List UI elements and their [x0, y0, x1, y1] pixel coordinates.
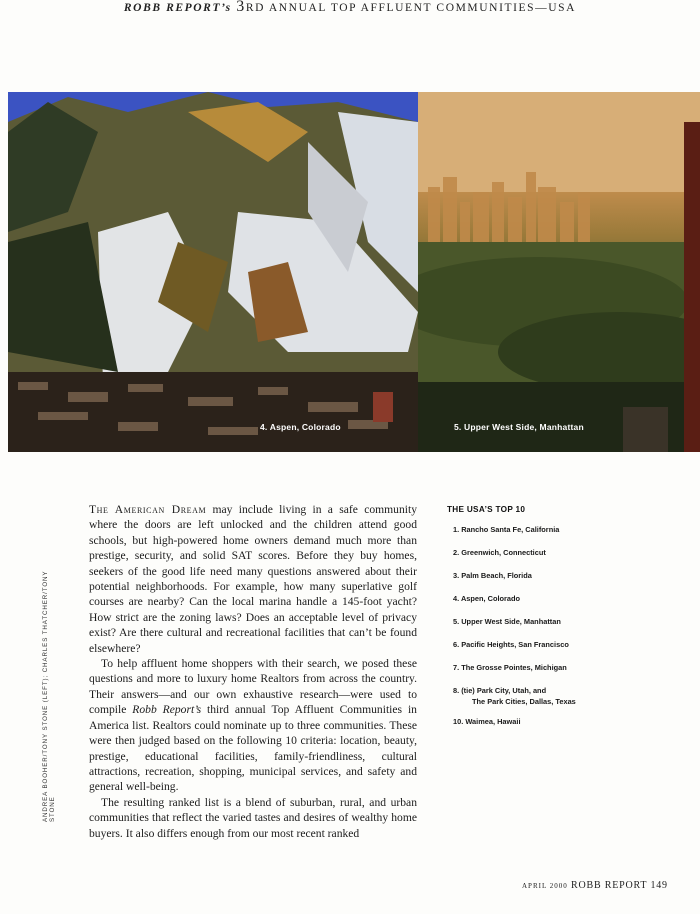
top10-item: 2. Greenwich, Connecticut	[453, 548, 546, 557]
article-p2-text-a: To help affluent home shoppers with their search, we posed these questions and more to luxury home Realtors from across the country. Their answers—and our own exhaustive research—were used to compile	[89, 657, 417, 717]
article-body	[89, 502, 417, 841]
running-header	[0, 0, 700, 15]
header-dash: —	[535, 2, 549, 14]
article-paragraph-3: The resulting ranked list is a blend of suburban, rural, and urban communities that reflect the varied tastes and desires of wealthy home buyers. It also differs enough from our most recent ranked	[89, 795, 417, 840]
photo-spread	[8, 92, 700, 452]
header-possessive: ’s	[221, 2, 232, 14]
manhattan-photo	[418, 92, 700, 452]
article-p2-text-b: third annual Top Affluent Communities in America list. Realtors could nominate up to three communities. These were then judged based on the following 10 criteria: location, beauty, prestige, educational facilities, family-friendliness, cultural attractions, recreation, shopping, municipal services, and safety and general well-being.	[89, 703, 417, 794]
sidebar-title: THE USA’S TOP 10	[447, 505, 526, 514]
header-edition-suffix: RD	[245, 2, 266, 14]
aspen-photo	[8, 92, 418, 452]
aspen-mountain-illustration	[8, 92, 418, 452]
manhattan-skyline-illustration	[418, 92, 700, 452]
article-paragraph-1	[89, 502, 417, 656]
article-p2-italic: Robb Report’s	[132, 703, 202, 717]
top10-item: 7. The Grosse Pointes, Michigan	[453, 663, 567, 672]
photo-credit: ANDREA BOOHER/TONY STONE (LEFT); CHARLES THATCHER/TONY STONE	[42, 570, 56, 822]
header-region: USA	[548, 2, 577, 14]
top10-item: 4. Aspen, Colorado	[453, 594, 521, 603]
footer-month: APRIL 2000	[522, 882, 568, 890]
header-edition: 3	[236, 0, 246, 15]
footer-brand: ROBB REPORT	[571, 880, 648, 891]
article-lead: The American Dream	[89, 503, 207, 516]
header-title: ANNUAL TOP AFFLUENT COMMUNITIES	[268, 2, 536, 14]
aspen-caption: 4. Aspen, Colorado	[260, 422, 341, 432]
top10-item: 6. Pacific Heights, San Francisco	[453, 640, 569, 649]
manhattan-caption: 5. Upper West Side, Manhattan	[454, 422, 584, 432]
top10-item-8-line2: The Park Cities, Dallas, Texas	[472, 697, 576, 706]
page-number: 149	[650, 880, 668, 891]
top10-item: 1. Rancho Santa Fe, California	[453, 525, 560, 534]
top10-item: 3. Palm Beach, Florida	[453, 571, 532, 580]
article-p1-text: may include living in a safe community where the doors are left unlocked and the children attend good schools, but high-powered home owners demand much more than prestige, security, and solid SAT scores. Before they buy homes, seekers of the good life need many questions answered about their potential neighborhoods. For example, how many superlative golf courses are nearby? Can the local marina handle a 145-foot yacht? How strict are the zoning laws? Does an acceptable level of privacy exist? Are there cultural and recreational facilities that can’t be found elsewhere?	[89, 503, 418, 655]
top10-sidebar	[447, 505, 647, 739]
top10-item-tie	[447, 685, 647, 707]
top10-item: 5. Upper West Side, Manhattan	[453, 617, 561, 626]
top10-list	[447, 524, 647, 727]
top10-item: 10. Waimea, Hawaii	[453, 717, 521, 726]
top10-item-8-line1: 8. (tie) Park City, Utah, and	[453, 686, 547, 695]
article-paragraph-2	[89, 656, 417, 795]
page-footer	[522, 880, 668, 891]
header-brand: ROBB REPORT	[123, 2, 222, 14]
